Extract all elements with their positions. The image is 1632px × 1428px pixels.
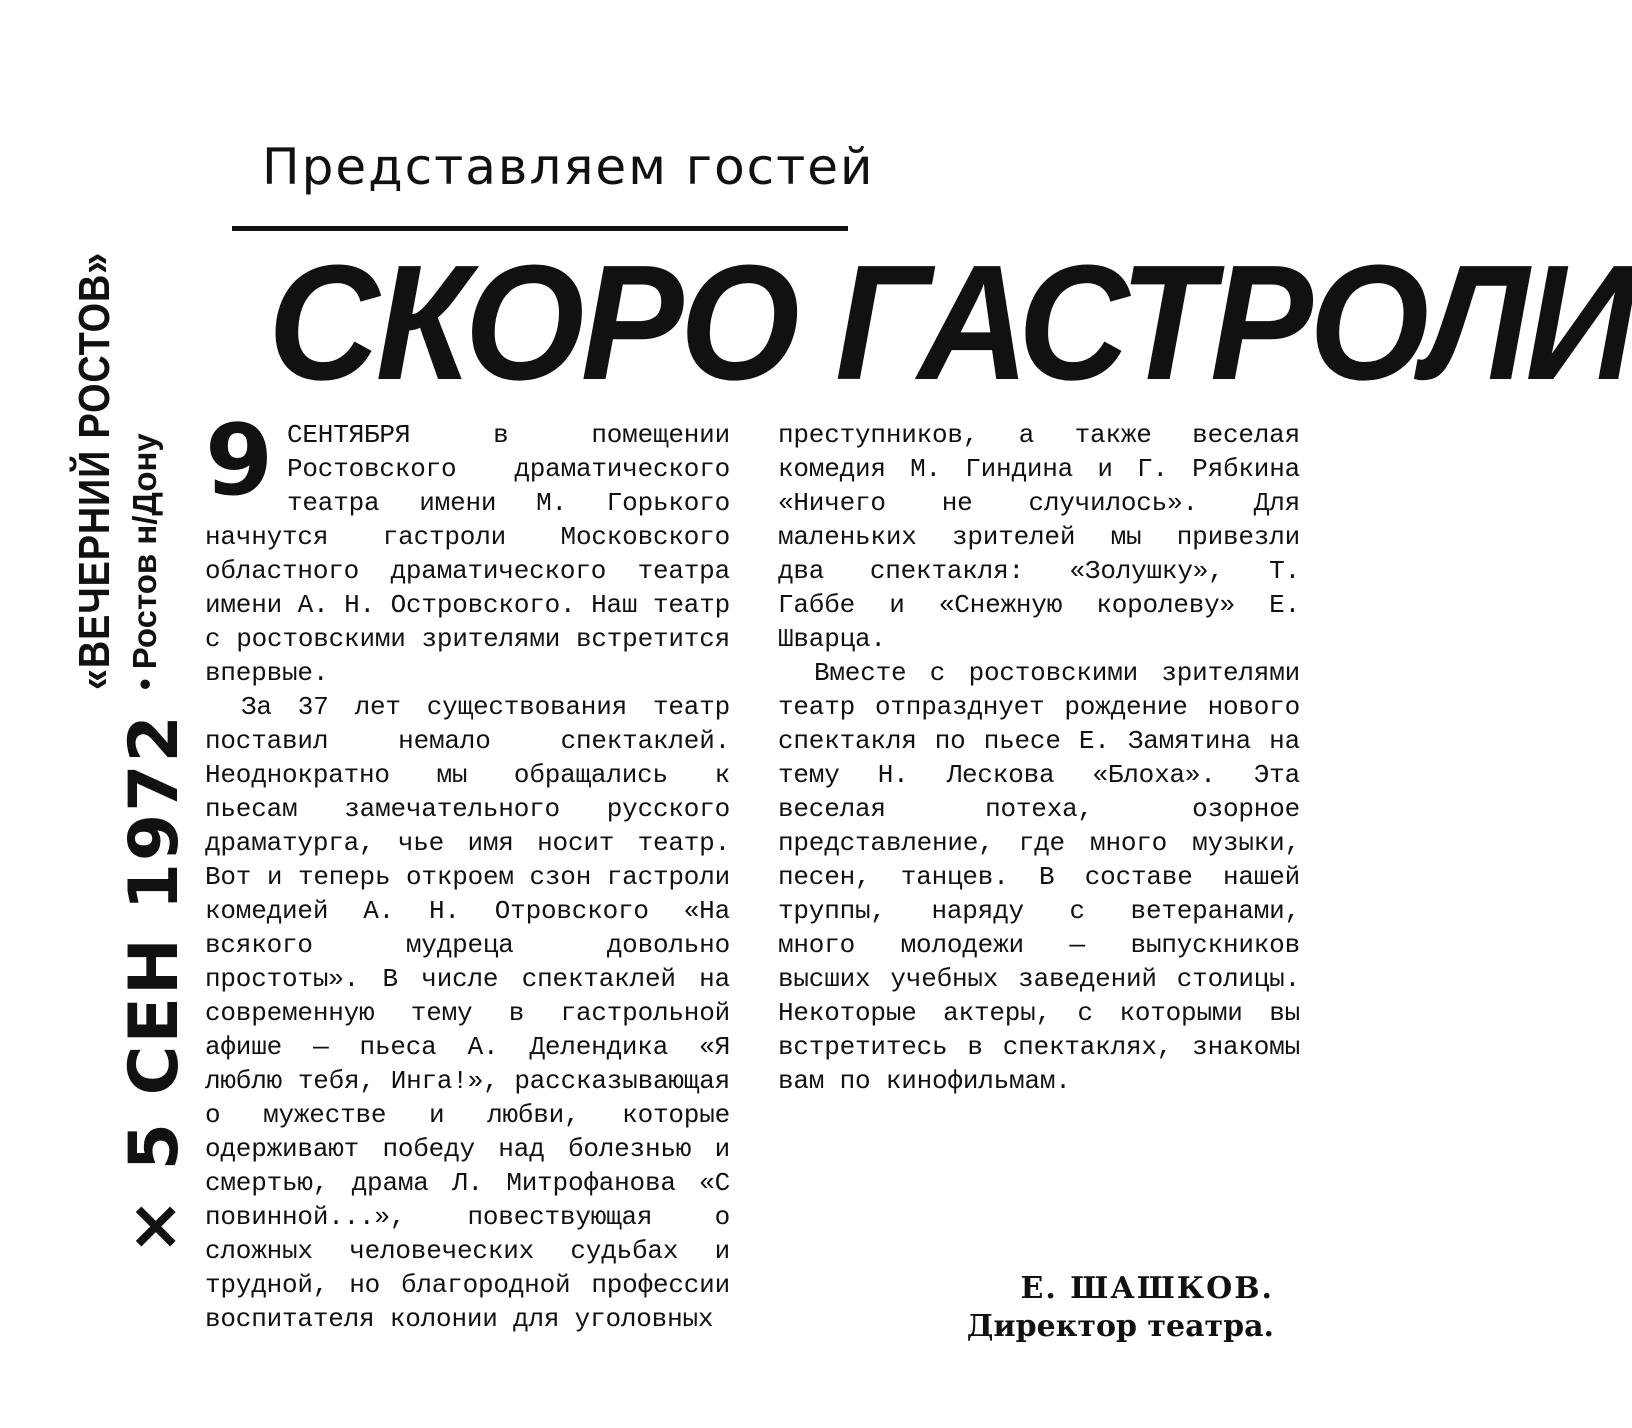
article-paragraph-2-continued: преступников, а также веселая комедия М. Гиндина и Г. Рябкина «Ничего не случилось». Для маленьких зрителей мы привезли два спектакля: «Золушку», Т. Габбе и «Снежную королеву» Е. Шварца. xyxy=(778,420,1300,654)
author-name: Е. ШАШКОВ. xyxy=(1020,1271,1274,1306)
stamp-city: • Ростов н/Дону xyxy=(126,433,163,690)
article-headline: СКОРО ГАСТРОЛИ xyxy=(268,231,1632,414)
article-paragraph-1: СЕНТЯБРЯ в помещении Ростовского драматического театра имени М. Горького начнутся гастроли Московского областного драматического театра имени А. Н. Островского. Наш театр с ростовскими зрителями встретится впервые. xyxy=(205,420,730,688)
author-signature xyxy=(967,1270,1274,1346)
article-column-left xyxy=(205,404,730,1336)
stamp-newspaper-name: «ВЕЧЕРНИЙ РОСТОВ» xyxy=(70,251,119,690)
drop-cap: 9 xyxy=(205,404,273,518)
date-stamp xyxy=(115,713,195,1255)
stamp-date-text: × 5 СЕН 1972 xyxy=(115,713,194,1255)
article-paragraph-3: Вместе с ростовскими зрителями театр отпразднует рождение нового спектакля по пьесе Е. Замятина на тему Н. Лескова «Блоха». Эта веселая потеха, озорное представление, где много музыки, песен, танцев. В составе нашей труппы, наряду с ветеранами, много молодежи — выпускников высших учебных заведений столицы. Некоторые актеры, с которыми вы встретитесь в спектаклях, знакомы вам по кинофильмам. xyxy=(778,658,1300,1096)
rubric-title: Представляем гостей xyxy=(262,138,875,196)
article-column-right xyxy=(778,418,1300,1098)
article-paragraph-2: За 37 лет существования театр поставил немало спектаклей. Неоднократно мы обращались к пьесам замечательного русского драматурга, чье имя носит театр. Вот и теперь откроем сзон гастроли комедией А. Н. Отровского «На всякого мудреца довольно простоты». В числе спектаклей на современную тему в гастрольной афише — пьеса А. Делендика «Я люблю тебя, Инга!», рассказывающая о мужестве и любви, которые одерживают победу над болезнью и смертью, драма Л. Митрофанова «С повинной...», повествующая о сложных человеческих судьбах и трудной, но благородной профессии воспитателя колонии для уголовных xyxy=(205,692,730,1334)
author-title: Директор театра. xyxy=(966,1309,1274,1344)
newspaper-stamp xyxy=(60,251,180,690)
